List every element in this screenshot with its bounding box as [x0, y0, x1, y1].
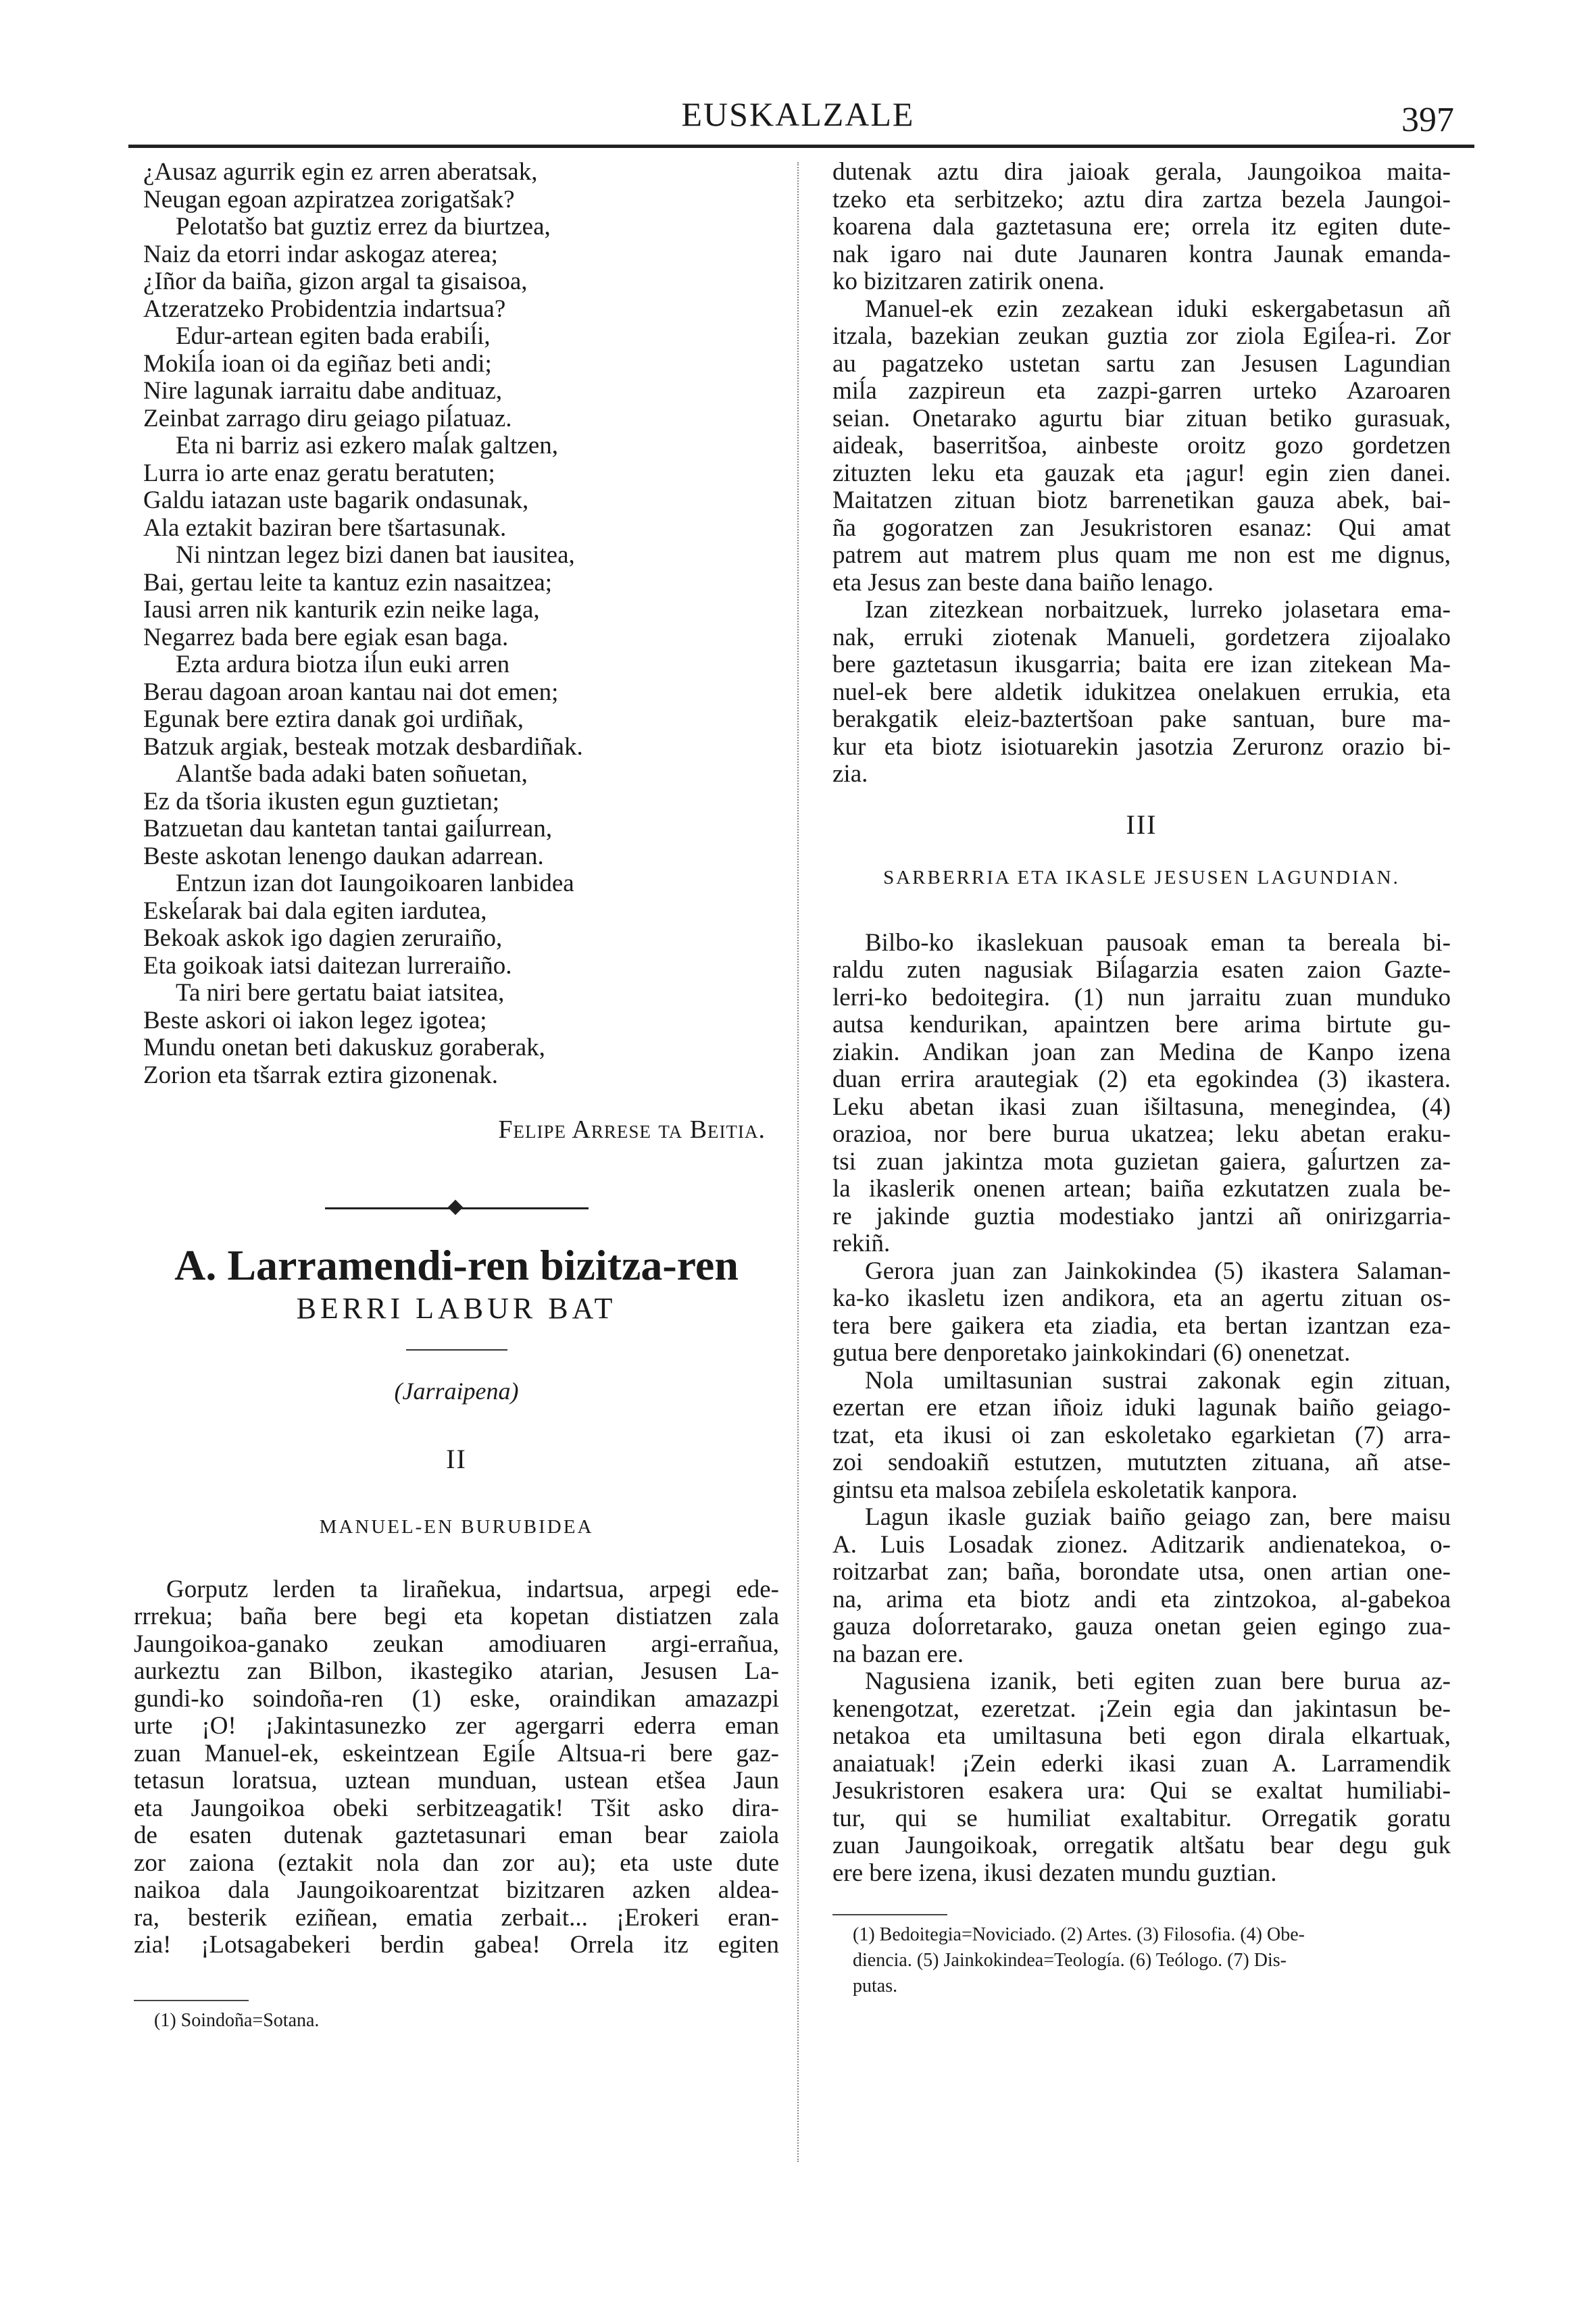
text-line: ere bere izena, ikusi dezaten mundu guztian.: [832, 1859, 1277, 1887]
text-line: tsi zuan jakintza mota guzietan gaiera, gaĺurtzen za-: [832, 1147, 1451, 1176]
footnote-rule: [832, 1914, 947, 1915]
text-line: zoi sendoakiñ estutzen, mututzten zituana, añ atse-: [832, 1449, 1451, 1476]
continued-label: (Jarraipena): [394, 1378, 519, 1405]
text-line: Jesukristoren esakera ura: Qui se exaltat humiliabi-: [832, 1777, 1451, 1805]
text-line: netakoa eta umiltasuna beti egon dirala elkartuak,: [832, 1722, 1451, 1750]
left-body-paragraph: [134, 1576, 779, 1959]
text-line: gauza doĺorretarako, gauza onetan geien egingo zua-: [832, 1613, 1451, 1640]
left-column: [134, 159, 779, 2034]
running-title: EUSKALZALE: [681, 95, 915, 133]
text-line: Nola umiltasunian sustrai zakonak egin zituan,: [865, 1366, 1451, 1394]
poem-line: ¿Iñor da baiña, gizon argal ta gisaisoa,: [143, 268, 528, 295]
poem-line: Beste askori oi iakon legez igotea;: [143, 1006, 487, 1034]
poem-line: Entzun izan dot Iaungoikoaren lanbidea: [176, 870, 574, 897]
right-column: [832, 159, 1451, 1999]
article-title: A. Larramendi-ren bizitza-ren: [174, 1240, 739, 1289]
paragraph: [832, 159, 1451, 296]
poem: [134, 159, 779, 1089]
paragraph: [832, 597, 1451, 788]
text-line: rekiñ.: [832, 1230, 891, 1257]
text-line: seian. Onetarako agurtu biar zituan betiko gurasuak,: [832, 404, 1451, 432]
section-heading: SARBERRIA ETA IKASLE JESUSEN LAGUNDIAN.: [883, 867, 1400, 888]
poem-line: Negarrez bada bere egiak esan baga.: [143, 623, 509, 651]
text-line: la ikaslerik onenen artean; baiña ezkutatzen zuala be-: [832, 1175, 1451, 1203]
text-line: tzeko eta serbitzeko; aztu dira zartza bezela Jaungoi-: [832, 185, 1451, 213]
text-line: autsa kendurikan, apaintzen bere arima birtute gu-: [832, 1011, 1451, 1038]
text-line: tetasun loratsua, uztean munduan, ustean etšea Jaun: [134, 1767, 779, 1794]
text-line: zuan Manuel-ek, eskeintzean Egiĺe Altsua-ri bere gaz-: [134, 1739, 779, 1767]
poem-line: Ta niri bere gertatu baiat iatsitea,: [176, 979, 505, 1007]
text-line: duan errira arautegiak (2) eta egokindea (3) ikastera.: [832, 1065, 1451, 1093]
text-line: roitzarbat zan; baña, borondate utsa, onen artian one-: [832, 1558, 1451, 1586]
text-line: kur eta biotz isiotuarekin jasotzia Zeruronz orazio bi-: [832, 732, 1451, 761]
text-line: anaiatuak! ¡Zein ederki ikasi zuan A. Larramendik: [832, 1749, 1451, 1778]
text-line: patrem aut matrem plus quam me non est me dignus,: [832, 541, 1451, 569]
article-subtitle: BERRI LABUR BAT: [296, 1291, 617, 1325]
text-line: ezertan ere etzan iñoiz iduki lagunak baiño geiago-: [832, 1394, 1451, 1422]
text-line: ka-ko ikasletu izen andikora, eta an agertu zituan os-: [832, 1284, 1451, 1312]
text-line: nuel-ek bere aldetik idukitzea onelakuen errukia, eta: [832, 678, 1451, 706]
paragraph: [832, 1668, 1451, 1887]
title-rule: [406, 1349, 507, 1351]
text-line: de esaten dutenak gaztetasunari eman bear zaiola: [134, 1821, 779, 1849]
paragraph: [832, 1504, 1451, 1668]
text-line: itzala, bazekian zeukan guztia zor ziola Egiĺea-ri. Zor: [832, 322, 1451, 350]
text-line: nak, erruki ziotenak Manueli, gordetzera zijoalako: [832, 623, 1451, 651]
text-line: naikoa dala Jaungoikoarentzat bizitzaren azken aldea-: [134, 1876, 779, 1904]
text-line: gundi-ko soindoña-ren (1) eske, oraindikan amazazpi: [134, 1684, 779, 1713]
text-line: na bazan ere.: [832, 1640, 964, 1668]
poem-line: Mundu onetan beti dakuskuz goraberak,: [143, 1034, 545, 1061]
text-line: lerri-ko bedoitegira. (1) nun jarraitu zuan munduko: [832, 983, 1451, 1011]
text-line: zia! ¡Lotsagabekeri berdin gabea! Orrela itz egiten: [134, 1931, 779, 1959]
poem-line: Batzuk argiak, besteak motzak desbardiñak.: [143, 732, 583, 761]
text-line: zuan Jaungoikoak, orregatik altšatu bear degu guk: [832, 1832, 1451, 1859]
poem-line: Bekoak askok igo dagien zeruraiño,: [143, 924, 503, 952]
poem-line: Eta ni barriz asi ezkero maĺak galtzen,: [176, 432, 559, 459]
text-line: ña gogoratzen zan Jesukristoren esanaz: Qui amat: [832, 513, 1451, 542]
text-line: eta Jaungoikoa obeki serbitzeagatik! Tšit asko dira-: [134, 1794, 779, 1822]
poem-line: Ala eztakit baziran bere tšartasunak.: [143, 513, 507, 542]
poem-line: Bai, gertau leite ta kantuz ezin nasaitzea;: [143, 568, 553, 597]
footnote: (1) Soindoña=Sotana.: [154, 2009, 320, 2031]
text-line: gutua bere denporetako jainkokindari (6) onenetzat.: [832, 1339, 1351, 1367]
poem-line: Eta goikoak iatsi daitezan lurreraiño.: [143, 951, 512, 980]
page-number: 397: [1401, 101, 1454, 139]
text-line: ko bizitzaren zatirik onena.: [832, 268, 1105, 295]
text-line: na, arima eta biotz andi eta zintzokoa, al-gabekoa: [832, 1585, 1451, 1613]
column-divider: [797, 162, 799, 2162]
text-line: au pagatzeko ustetan sartu zan Jesusen Lagundian: [832, 349, 1451, 378]
poem-line: Edur-artean egiten bada erabiĺi,: [176, 322, 491, 350]
text-line: raldu zuten nagusiak Biĺagarzia esaten zaion Gazte-: [832, 956, 1451, 984]
paragraph: [832, 1258, 1451, 1367]
text-line: koarena dala gaztetasuna ere; orrela itz egiten dute-: [832, 213, 1451, 241]
poem-signature: Felipe Arrese ta Beitia.: [498, 1115, 766, 1144]
page-header: [135, 95, 1461, 142]
poem-line: Naiz da etorri indar askogaz aterea;: [143, 240, 498, 268]
text-line: Bilbo-ko ikaslekuan pausoak eman ta bereala bi-: [865, 928, 1451, 957]
poem-line: Nire lagunak iarraitu dabe andituaz,: [143, 377, 503, 405]
text-line: zor zaiona (eztakit nola dan zor au); eta uste dute: [134, 1848, 779, 1877]
poem-line: ¿Ausaz agurrik egin ez arren aberatsak,: [143, 158, 538, 186]
poem-line: Egunak bere eztira danak goi urdiñak,: [143, 705, 524, 733]
text-line: berakgatik eleiz-baztertšoan pake santuan, bure ma-: [832, 705, 1451, 733]
text-line: aurkeztu zan Bilbon, ikastegiko atarian, Jesusen La-: [134, 1657, 779, 1685]
poem-line: Lurra io arte enaz geratu beratuten;: [143, 459, 495, 487]
poem-line: Berau dagoan aroan kantau nai dot emen;: [143, 678, 559, 706]
footnote-line: (1) Bedoitegia=Noviciado. (2) Artes. (3) Filosofia. (4) Obe-: [853, 1924, 1305, 1945]
poem-line: Zorion eta tšarrak eztira gizonenak.: [143, 1061, 498, 1089]
text-line: tur, qui se humiliat exaltabitur. Orregatik goratu: [832, 1804, 1451, 1832]
poem-line: Ni nintzan legez bizi danen bat iausitea,: [176, 541, 575, 569]
paragraph: [832, 296, 1451, 597]
poem-line: Mokiĺa ioan oi da egiñaz beti andi;: [143, 349, 492, 378]
footnote-line: putas.: [853, 1976, 898, 1996]
poem-line: Ez da tšoria ikusten egun guztietan;: [143, 787, 500, 815]
text-line: Lagun ikasle guziak baiño geiago zan, bere maisu: [865, 1503, 1451, 1531]
text-line: Manuel-ek ezin zezakean iduki eskergabetasun añ: [865, 295, 1451, 323]
poem-line: Neugan egoan azpiratzea zorigatšak?: [143, 185, 515, 213]
paragraph: [832, 930, 1451, 1258]
poem-line: Ezta ardura biotza iĺun euki arren: [176, 651, 510, 678]
header-rule: [128, 145, 1474, 148]
text-line: re jakinde guztia modestiako jantzi añ onirizgarria-: [832, 1202, 1451, 1230]
text-line: nak igaro nai dute Jaunaren kontra Jaunak emanda-: [832, 240, 1451, 268]
poem-line: Alantše bada adaki baten soñuetan,: [176, 760, 528, 788]
poem-line: Batzuetan dau kantetan tantai gaiĺurrean,: [143, 815, 553, 842]
footnote-line: diencia. (5) Jainkokindea=Teología. (6) Teólogo. (7) Dis-: [853, 1950, 1287, 1971]
text-line: A. Luis Losadak zionez. Aditzarik andienatekoa, o-: [832, 1530, 1451, 1559]
text-line: eta Jesus zan beste dana baiño lenago.: [832, 568, 1214, 597]
text-line: Gerora juan zan Jainkokindea (5) ikastera Salaman-: [865, 1257, 1451, 1285]
text-line: dutenak aztu dira jaioak gerala, Jaungoikoa maita-: [832, 158, 1451, 186]
text-line: orazioa, nor bere burua ukatzea; leku abetan eraku-: [832, 1120, 1451, 1148]
text-line: Izan zitezkean norbaitzuek, lurreko jolasetara ema-: [865, 596, 1451, 624]
footnotes: [832, 1922, 1451, 1999]
text-line: bere gaztetasun ikusgarria; baita ere izan zitekean Ma-: [832, 651, 1451, 678]
section-number: III: [1126, 809, 1157, 840]
text-line: ziakin. Andikan joan zan Medina de Kanpo izena: [832, 1038, 1451, 1066]
poem-line: Iausi arren nik kanturik ezin neike laga,: [143, 596, 540, 624]
footnote-rule: [134, 2000, 249, 2001]
text-line: tzat, eta ikusi oi zan eskoletako egarkietan (7) arra-: [832, 1421, 1451, 1449]
text-line: rrrekua; baña bere begi eta kopetan distiatzen zala: [134, 1603, 779, 1630]
paragraph: [832, 1367, 1451, 1505]
poem-line: Pelotatšo bat guztiz errez da biurtzea,: [176, 213, 551, 241]
text-line: Leku abetan ikasi zuan išiltasuna, menegindea, (4): [832, 1092, 1451, 1121]
text-line: ra, besterik eziñean, ematia zerbait... ¡Erokeri eran-: [134, 1903, 779, 1932]
text-line: zituzten leku eta gauzak eta ¡agur! egin zien danei.: [832, 459, 1451, 487]
poem-line: Eskeĺarak bai dala egiten iardutea,: [143, 897, 487, 925]
text-line: zia.: [832, 760, 868, 788]
text-line: Maitatzen zituan biotz barrenetikan gauza abek, bai-: [832, 486, 1451, 514]
poem-line: Zeinbat zarrago diru geiago piĺatuaz.: [143, 404, 512, 432]
text-line: Jaungoikoa-ganako zeukan amodiuaren argi-errañua,: [134, 1630, 779, 1658]
ornament-divider: [325, 1205, 589, 1211]
section-number: II: [446, 1443, 467, 1474]
text-line: Nagusiena izanik, beti egiten zuan bere burua az-: [865, 1667, 1451, 1695]
text-line: Gorputz lerden ta lirañekua, indartsua, arpegi ede-: [166, 1575, 779, 1603]
poem-line: Atzeratzeko Probidentzia indartsua?: [143, 295, 506, 323]
text-line: aideak, baserritšoa, ainbeste oroitz gozo gordetzen: [832, 432, 1451, 459]
text-line: urte ¡O! ¡Jakintasunezko zer agergarri ederra eman: [134, 1712, 779, 1740]
section-heading: MANUEL-EN BURUBIDEA: [319, 1516, 594, 1538]
text-line: miĺa zazpireun eta zazpi-garren urteko Azaroaren: [832, 377, 1451, 405]
text-line: tera bere gaikera eta ziadia, eta bertan izantzan eza-: [832, 1311, 1451, 1340]
text-line: gintsu eta malsoa zebiĺela eskoletatik kanpora.: [832, 1476, 1298, 1504]
poem-line: Beste askotan lenengo daukan adarrean.: [143, 842, 544, 870]
text-line: kenengotzat, ezeretzat. ¡Zein egia dan jakintasun be-: [832, 1694, 1451, 1723]
poem-line: Galdu iatazan uste bagarik ondasunak,: [143, 486, 529, 514]
